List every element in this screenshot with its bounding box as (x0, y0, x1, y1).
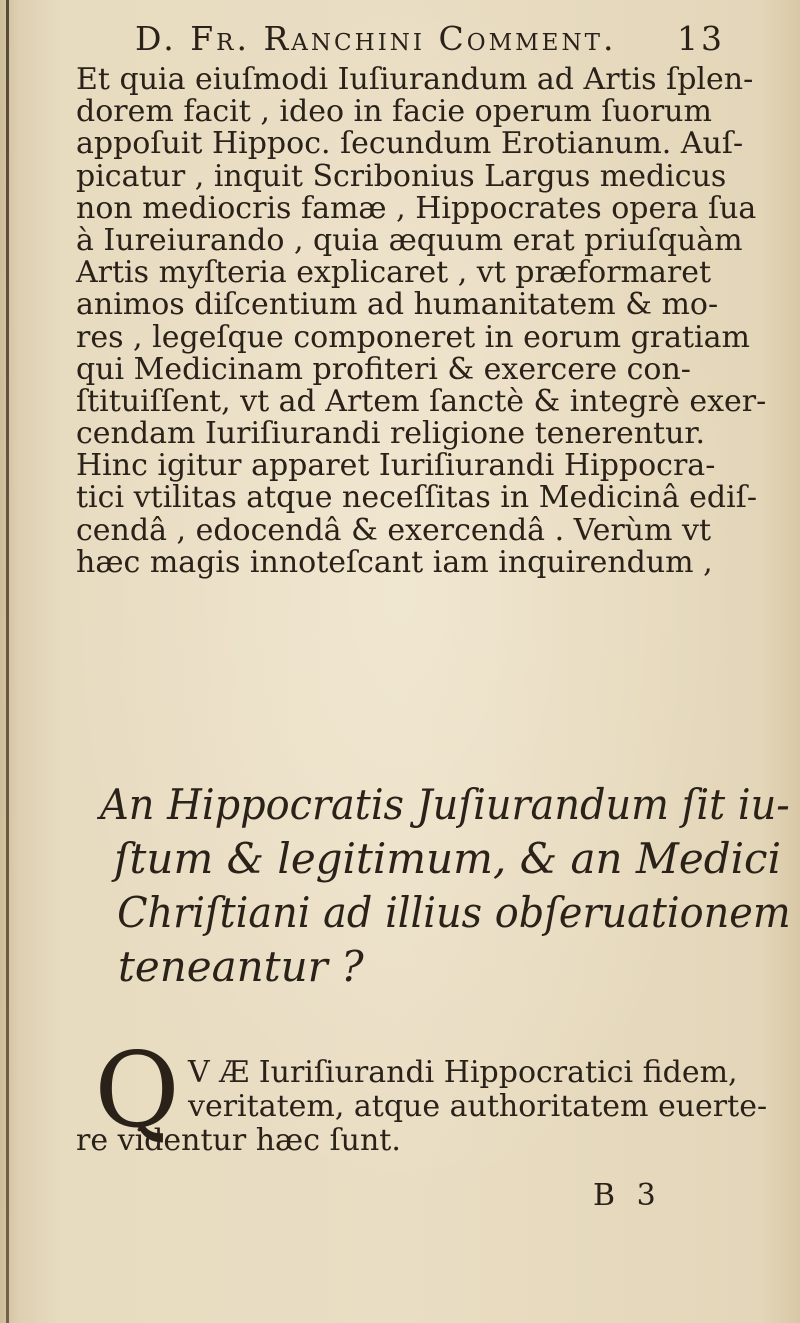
text-line: tici vtilitas atque neceſſitas in Medicinâ ediſ- (76, 480, 757, 516)
running-header (135, 14, 725, 64)
binding-gutter (6, 0, 9, 1323)
text-line: animos diſcentium ad humanitatem & mo- (76, 287, 719, 323)
text-line: Artis myſteria explicaret , vt præformaret (76, 255, 712, 291)
heading-line: teneantur ? (118, 942, 364, 991)
text-line: hæc magis innoteſcant iam inquirendum , (76, 544, 713, 580)
section-heading (100, 778, 790, 994)
text-line: dorem facit , ideo in facie operum ſuorum (76, 94, 712, 130)
text-line: cendâ , edocendâ & exercendâ . Verùm vt (76, 512, 711, 548)
text-line: Et quia eiuſmodi Iuſiurandum ad Artis ſplen- (76, 62, 754, 97)
page-number: 13 (677, 19, 725, 58)
heading-line: An Hippocratis Juſiurandum ſit iu- (100, 780, 790, 829)
heading-line: ſtum & legitimum, & an Medici (114, 834, 782, 883)
signature-mark: B 3 (593, 1178, 662, 1213)
text-line: res , legeſque componeret in eorum gratiam (76, 319, 750, 355)
text-line: à Iureiurando , quia æquum erat priuſquàm (76, 222, 743, 258)
text-line: ſtituiſſent, vt ad Artem ſanctè & integrè exer- (76, 383, 767, 419)
text-line: veritatem, atque authoritatem euerte- (188, 1089, 768, 1124)
running-title: D. Fr. Ranchini Comment. (135, 19, 617, 58)
drop-cap-letter: Q (94, 1029, 180, 1151)
text-line: appoſuit Hippoc. ſecundum Erotianum. Auſ- (76, 126, 744, 162)
text-line: Hinc igitur apparet Iuriſiurandi Hippocra- (76, 448, 716, 484)
main-paragraph (76, 64, 788, 579)
second-paragraph (76, 1056, 788, 1158)
text-line: qui Medicinam profiteri & exercere con- (76, 351, 691, 387)
heading-line: Chriſtiani ad illius obſeruationem (117, 888, 791, 937)
text-line: non mediocris famæ , Hippocrates opera ſua (76, 190, 757, 226)
text-line: re videntur hæc ſunt. (76, 1123, 401, 1158)
text-line: V Æ Iuriſiurandi Hippocratici fidem, (188, 1055, 738, 1090)
text-line: cendam Iuriſiurandi religione tenerentur. (76, 416, 705, 452)
text-line: picatur , inquit Scribonius Largus medicus (76, 158, 727, 194)
